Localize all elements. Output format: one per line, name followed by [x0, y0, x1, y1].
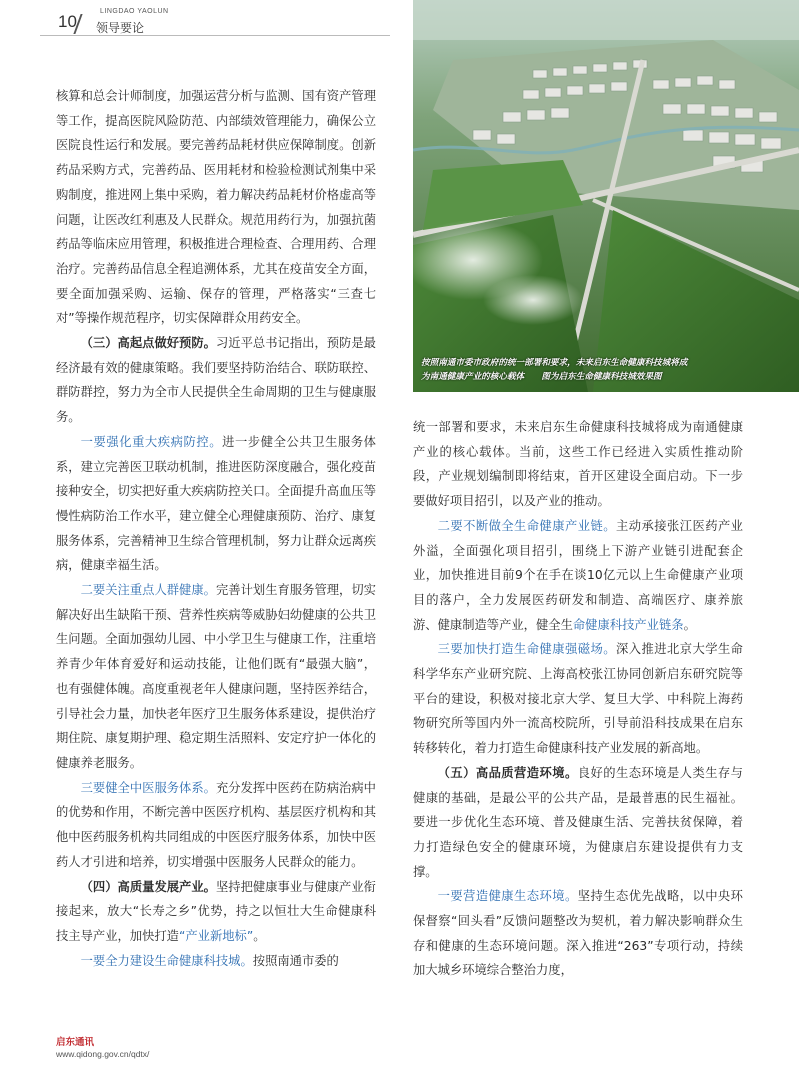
- paragraph-body: 完善计划生育服务管理，切实解决好出生缺陷干预、营养性疾病等威胁妇幼健康的公共卫生问题。全面加强幼儿园、中小学卫生与健康工作，注重培养青少年体育爱好和运动技能，让他们既有“最强大脑”，也有强健体魄。高度重视老年人健康问题，坚持医养结合，引导社会力量，加快老年医疗卫生服务体系建设，提供治疗期住院、康复期护理、稳定期生活照料、安定疗护一体化的健康养老服务。: [56, 583, 376, 770]
- paragraph: 统一部署和要求，未来启东生命健康科技城将成为南通健康产业的核心载体。当前，这些工作已经进入实质性推动阶段，产业规划编制即将结束，首开区建设全面启动。下一步要做好项目招引，以及产业的推动。: [413, 420, 743, 509]
- section-pinyin: LINGDAO YAOLUN: [100, 8, 169, 15]
- paragraph: [56, 949, 376, 974]
- paragraph-body: 深入推进北京大学生命科学华东产业研究院、上海高校张江协同创新启东研究院等平台的建设，积极对接北京大学、复旦大学、中科院上海药物研究所等国内外一流高校院所，引导前沿科技成果在启东转移转化，着力打造生命健康科技产业发展的新高地。: [413, 642, 743, 756]
- subsection-heading: 三要加快打造生命健康强磁场。: [437, 642, 616, 657]
- paragraph: [56, 578, 376, 776]
- right-text-column: [413, 415, 743, 983]
- paragraph: [413, 884, 743, 983]
- subsection-heading: 一要强化重大疾病防控。: [80, 434, 223, 449]
- paragraph: [413, 514, 743, 638]
- paragraph: [56, 331, 376, 430]
- caption-line: 为南通健康产业的核心载体 图为启东生命健康科技城效果图: [421, 372, 662, 382]
- section-lead: （四）高质量发展产业。: [80, 878, 216, 894]
- paragraph-body: 坚持把健康事业与健康产业衔接起来，放大“长寿之乡”优势，持之以恒壮大生命健康科技主导产业，加快打造: [56, 879, 376, 943]
- section-title: 领导要论: [96, 21, 145, 35]
- aerial-city-illustration: [413, 0, 799, 392]
- paragraph: [56, 776, 376, 875]
- paragraph: [56, 875, 376, 949]
- paragraph-body: 主动承接张江医药产业外溢，全面强化项目招引，围绕上下游产业链引进配套企业，加快推进目前9个在手在谈10亿元以上生命健康产业项目的落户，全力发展医药研发和制造、高端医疗、康养旅游、健康制造等产业，健全生: [413, 518, 743, 632]
- page-header: [0, 0, 400, 40]
- paragraph: [413, 637, 743, 761]
- paragraph-body: 。: [253, 928, 266, 943]
- paragraph: 核算和总会计师制度，加强运营分析与监测、国有资产管理等工作，提高医院风险防范、内部绩效管理能力，确保公立医院良性运行和发展。要完善药品耗材供应保障制度。创新药品采购方式，完善药品、医用耗材和检验检测试剂集中采购制度，推进网上集中采购，着力解决药品耗材价格虚高等问题，让医改红利惠及人民群众。规范用药行为，加强抗菌药品等临床应用管理，积极推进合理检查、合理用药、合理治疗。完善药品信息全程追溯体系，尤其在疫苗安全方面，要全面加强采购、运输、保存的管理，严格落实“三查七对”等操作规范程序，切实保障群众用药安全。: [56, 89, 376, 326]
- aerial-rendering-image: [413, 0, 799, 392]
- paragraph-body: 进一步健全公共卫生服务体系，建立完善医卫联动机制，推进医防深度融合，强化疫苗接种安全，切实把好重大疾病防控关口。全面提升高血压等慢性病防治工作水平，建立健全心理健康预防、治疗、康复服务体系，完善精神卫生综合管理机制，努力让群众远离疾病，健康幸福生活。: [56, 434, 376, 573]
- paragraph: [413, 761, 743, 885]
- subsection-heading: 二要不断做全生命健康产业链。: [437, 518, 616, 533]
- publication-url: www.qidong.gov.cn/qdtx/: [56, 1049, 150, 1059]
- section-lead: （三）高起点做好预防。: [80, 335, 216, 351]
- paragraph-body: 充分发挥中医药在防病治病中的优势和作用，不断完善中医医疗机构、基层医疗机构和其他中医药服务机构共同组成的中医医疗服务体系，加快中医药人才引进和培养，切实增强中医服务人民群众的能力。: [56, 780, 376, 869]
- highlight-text: 命健康科技产业链条: [572, 617, 684, 632]
- left-text-column: [56, 84, 376, 973]
- caption-line: 按照南通市委市政府的统一部署和要求，未来启东生命健康科技城将成: [421, 358, 688, 368]
- header-rule: [40, 35, 390, 36]
- paragraph-body: 。: [683, 617, 696, 632]
- subsection-heading: 一要营造健康生态环境。: [437, 889, 578, 904]
- paragraph-body: 良好的生态环境是人类生存与健康的基础，是最公平的公共产品，是最普惠的民生福祉。要进一步优化生态环境、普及健康生活、完善扶贫保障，着力打造绿色安全的健康环境，为健康启东建设提供有力支撑。: [413, 765, 743, 879]
- subsection-heading: 一要全力建设生命健康科技城。: [80, 953, 253, 968]
- publication-name: 启东通讯: [56, 1037, 95, 1048]
- highlight-text: “产业新地标”: [178, 928, 254, 943]
- subsection-heading: 三要健全中医服务体系。: [80, 780, 216, 795]
- subsection-heading: 二要关注重点人群健康。: [80, 583, 216, 598]
- paragraph-body: 按照南通市委的: [252, 953, 339, 968]
- paragraph-body: 习近平总书记指出，预防是最经济最有效的健康策略。我们要坚持防治结合、联防联控、群防群控，努力为全市人民提供全生命周期的卫生与健康服务。: [56, 336, 376, 425]
- paragraph: [56, 430, 376, 578]
- image-caption: [421, 356, 761, 384]
- section-lead: （五）高品质营造环境。: [437, 764, 578, 780]
- paragraph-body: 坚持生态优先战略，以中央环保督察“回头看”反馈问题整改为契机，着力解决影响群众生存和健康的生态环境问题。深入推进“263”专项行动，持续加大城乡环境综合整治力度，: [413, 889, 743, 978]
- page-footer: [56, 1037, 149, 1060]
- page-number: 10: [58, 12, 77, 31]
